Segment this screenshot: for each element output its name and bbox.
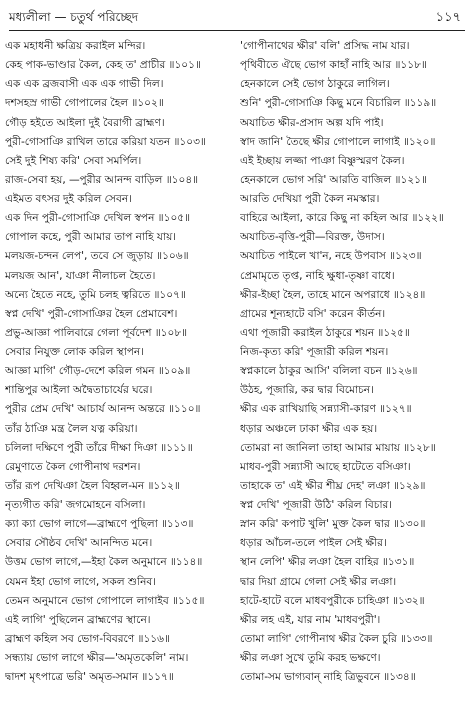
verse-line: এক এক ব্রজবাসী এক এক গাভী দিল। [5,77,164,91]
left-column [5,36,237,706]
verse-line: স্বাদ জানি' তৈছে ক্ষীর গোপালে লাগাই ॥১২০॥ [240,134,436,148]
verse-line: অযাচিত-বৃত্তি-পুরী—বিরক্ত, উদাস। [240,230,385,244]
verse-line: স্বপ্নকালে ঠাকুর আসি' বলিলা বচন ॥১২৬॥ [240,364,418,378]
verse-line: নিজ-কৃত্য করি' পূজারী করিল শয়ন। [240,345,389,358]
verse-line: প্রেমামৃতে তৃপ্ত, নাহি ক্ষুধা-তৃষ্ণা বাধে। [240,268,395,282]
verse-line: তেমন অনুমানে ভোগ গোপালে লাগাইব ॥১১৫॥ [5,593,205,607]
chapter-title: মধ্যলীলা — চতুর্থ পরিচ্ছেদ [9,10,139,24]
verse-line: পুরীর প্রেম দেখি' আচার্য আনন্দ অন্তরে ॥১১০॥ [5,402,201,416]
verse-line: কেহ পাক-ভাণ্ডার কৈল, কেহ ত' প্রাচীর ॥১০১॥ [5,58,201,72]
verse-line: মলয়জ-চন্দন লেপ', তবে সে জুড়ায় ॥১০৬॥ [5,249,189,263]
verse-line: ক্ষীর লঞা সুখে তুমি করহ ভক্ষণে। [240,651,381,664]
verse-line: এক দিন পুরী-গোসাঞি দেখিল স্বপন ॥১০৫॥ [5,211,191,225]
verse-line: হাটে-হাটে বলে মাধবপুরীকে চাহিঞা ॥১৩২॥ [240,593,425,607]
verse-line: ক্ষীর লহ এই, যার নাম 'মাধবপুরী'। [240,612,381,626]
verse-line: তাঁর ঠাঞি মন্ত্র লৈল যত্ন করিয়া। [5,421,138,435]
verse-line: পৃথিবীতে ঐছে ভোগ কাহাঁ নাহি আর ॥১১৮॥ [240,58,427,72]
verse-line: পুরী-গোসাঞি রাখিল তারে করিয়া যতন ॥১০৩॥ [5,134,206,148]
verse-line: যেমন ইহা ভোগ লাগে, সকল শুনিব। [5,574,156,588]
verse-line: সেবার সৌষ্ঠব দেখি' আনন্দিত মনে। [5,536,153,550]
verse-line: দ্বাদশ মৃৎপাত্রে ভরি' অমৃত-সমান ॥১১৭॥ [5,670,174,684]
verse-line: এই ইচ্ছায় লজ্জা পাঞা বিষ্ণুস্মরণ কৈল। [240,153,405,167]
verse-line: রেমুণাতে কৈল গোপীনাথ দরশন। [5,459,141,473]
verse-line: দশসহস্র গাভী গোপালের হৈল ॥১০২॥ [5,96,164,110]
verse-line: ক্যা ক্যা ভোগ লাগে—ব্রাহ্মণে পুছিলা ॥১১৩॥ [5,517,194,531]
verse-line: গ্রামের শূন্যহাটে বসি' করেন কীর্তন। [240,306,386,320]
verse-line: তাহাকে ত' এই ক্ষীর শীঘ্র দেহ' লঞা ॥১২৯॥ [240,478,426,492]
verse-line: উঠহ, পূজারি, কর দ্বার বিমোচন। [240,383,374,397]
verse-line: শান্তিপুর আইলা অদ্বৈতাচার্যের ঘরে। [5,383,153,397]
verse-line: অযাচিত পাইলে খা'ন, নহে উপবাস ॥১২৩॥ [240,249,422,263]
verse-line: গৌড় হইতে আইলা দুই বৈরাগী ব্রাহ্মণ। [5,115,165,129]
verse-line: দ্বার দিয়া গ্রামে গেলা সেই ক্ষীর লঞা। [240,574,397,588]
verse-line: স্বপ্ন দেখি' পূজারী উঠি' করিল বিচার। [240,498,393,511]
verse-line: তাঁর রূপ দেখিঞা হৈল বিহ্বল-মন ॥১১২॥ [5,478,180,492]
verse-line: আজ্ঞা মাগি' গৌড়-দেশে করিল গমন ॥১০৯॥ [5,364,191,378]
verse-line: ধড়ার আঁচল-তলে পাইল সেই ক্ষীর। [240,536,387,550]
verse-line: সন্ধ্যায় ভোগ লাগে ক্ষীর—'অমৃতকেলি' নাম। [5,651,189,664]
page-header [9,4,461,30]
verse-line: মলয়জ আন', যাঞা নীলাচল হৈতে। [5,268,156,282]
verse-line: হেনকালে সেই ভোগ ঠাকুরে লাগিল। [240,77,390,91]
verse-line: রাজ-সেবা হয়, —পুরীর আনন্দ বাড়িল ॥১০৪॥ [5,172,199,186]
verse-line: এইমত বৎসর দুই করিল সেবন। [5,192,132,205]
verse-line: সেবার নিযুক্ত লোক করিল স্থাপন। [5,345,144,358]
verse-line: অন্যে হৈতে নহে, তুমি চলহ ত্বরিতে ॥১০৭॥ [5,287,186,301]
verse-line: এথা পূজারী করাইল ঠাকুরে শয়ন ॥১২৫॥ [240,325,410,339]
verse-line: এক মহাধনী ক্ষত্রিয় করাইল মন্দির। [5,39,146,52]
verse-line: চলিলা দক্ষিণে পুরী তাঁরে দীক্ষা দিঞা ॥১১১॥ [5,440,193,454]
verse-line: স্নান করি' কপাট খুলি' মুক্ত কৈল দ্বার ॥১৩০॥ [240,517,426,531]
right-column [240,36,472,706]
verse-line: অযাচিত ক্ষীর-প্রসাদ অল্প যদি পাই। [240,115,384,129]
verse-line: প্রভু-আজ্ঞা পালিবারে গেলা পূর্বদেশ ॥১০৮॥ [5,325,188,339]
verse-line: নৃত্যগীত করি' জগমোহনে বসিলা। [5,498,146,511]
header-rule [9,30,465,31]
verse-line: আরতি দেখিয়া পুরী কৈল নমস্কার। [240,192,380,205]
verse-line: এই লাগি' পুছিলেন ব্রাহ্মণের স্থানে। [5,612,151,626]
verse-line: ব্রাহ্মণ কহিল সব ভোগ-বিবরণে ॥১১৬॥ [5,631,170,645]
verse-line: তোমরা না জানিলা তাহা আমার মায়ায় ॥১২৮॥ [240,440,436,454]
verse-line: তোমা-সম ভাগ্যবান্ নাহি ত্রিভুবনে ॥১৩৪॥ [240,670,416,684]
verse-line: হেনকালে ভোগ সরি' আরতি বাজিল ॥১২১॥ [240,172,427,186]
verse-line: শুনি' পুরী-গোসাঞি কিছু মনে বিচারিল ॥১১৯॥ [240,96,437,110]
verse-line: স্বপ্ন দেখি' পুরী-গোসাঞির হৈল প্রেমাবেশ। [5,306,178,320]
verse-line: 'গোপীনাথের ক্ষীর' বলি' প্রসিদ্ধ নাম যার। [240,39,410,52]
verse-line: ধড়ার অঞ্চলে ঢাকা ক্ষীর এক হয়। [240,421,378,435]
verse-line: সেই দুই শিষ্য করি' সেবা সমর্পিল। [5,153,142,167]
verse-line: তোমা লাগি' গোপীনাথ ক্ষীর কৈল চুরি ॥১৩৩॥ [240,631,433,645]
page-number: ১১৭ [435,10,461,25]
verse-line: স্থান লেপি' ক্ষীর লঞা হৈল বাহির ॥১৩১॥ [240,555,415,569]
verse-line: মাধব-পুরী সন্ন্যাসী আছে হাটেতে বসিঞা। [240,459,411,473]
verse-line: বাহিরে আইলা, কারে কিছু না কহিল আর ॥১২২॥ [240,211,444,225]
verse-line: ক্ষীর-ইচ্ছা হৈল, তাহে মানে অপরাধে ॥১২৪॥ [240,287,426,301]
verse-line: ক্ষীর এক রাখিয়াছি সন্ন্যাসী-কারণ ॥১২৭॥ [240,402,412,416]
verse-line: গোপাল কহে, পুরী আমার তাপ নাহি যায়। [5,230,176,244]
verse-line: উত্তম ভোগ লাগে,—ইহা কৈল অনুমানে ॥১১৪॥ [5,555,203,569]
